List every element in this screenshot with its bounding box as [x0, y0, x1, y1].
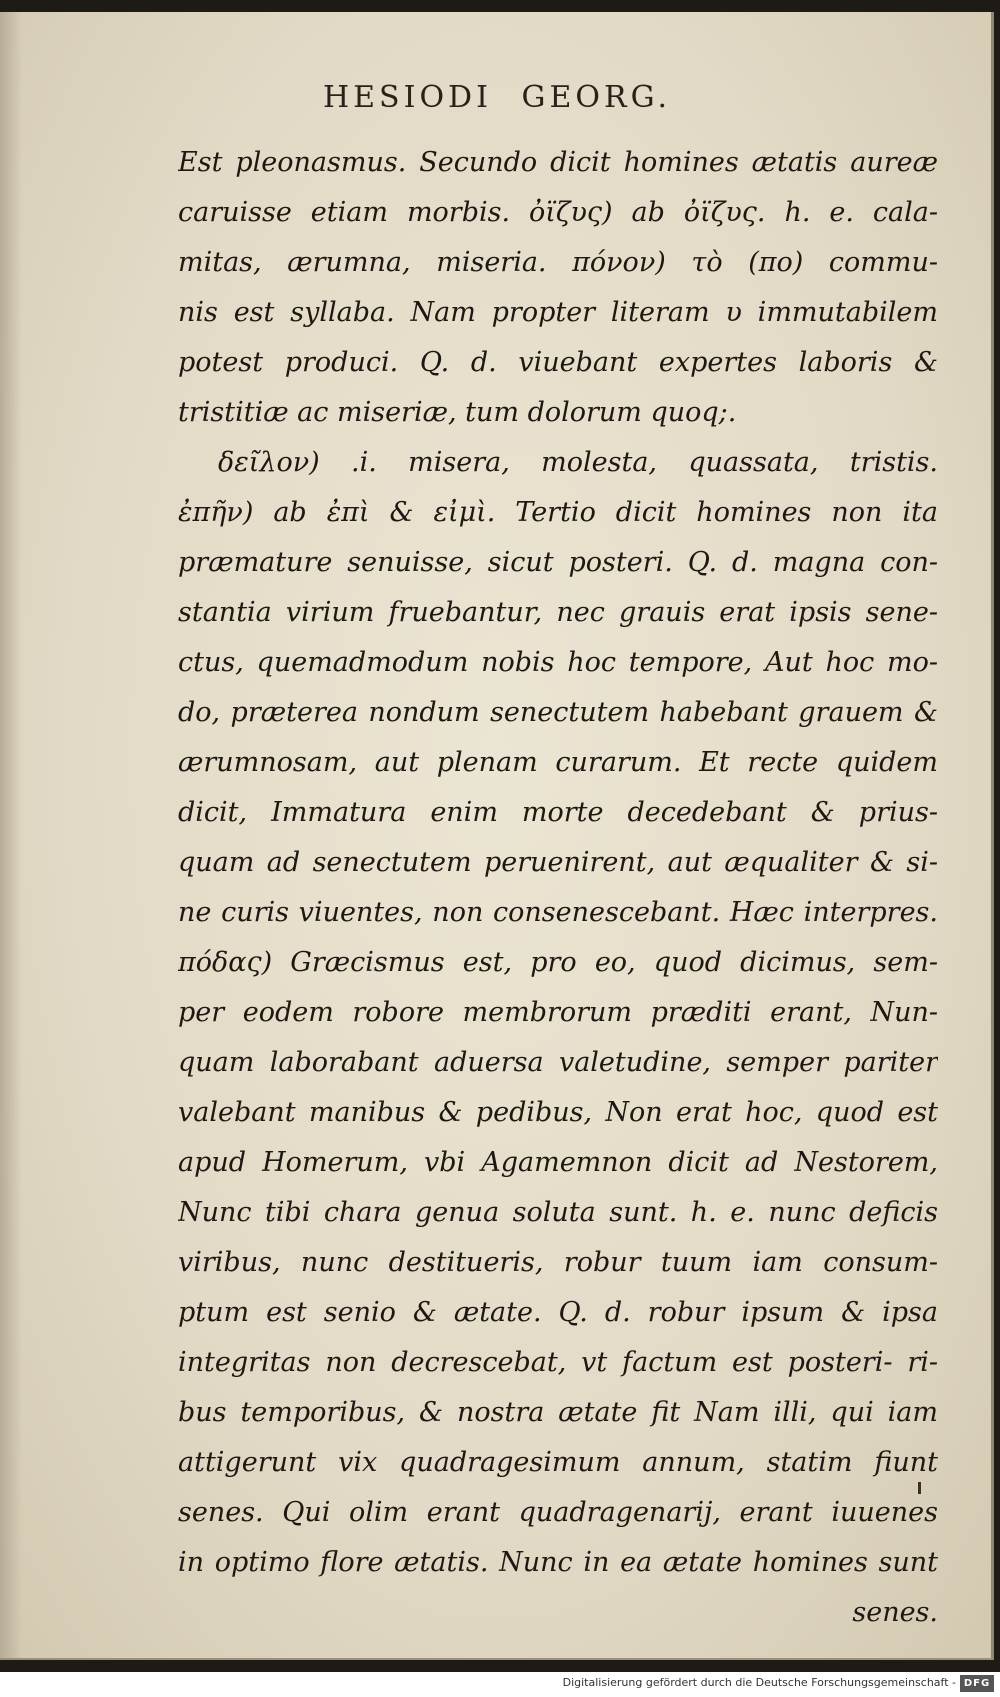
running-head-word-2: GEORG. — [521, 80, 671, 115]
text-line: do, præterea nondum senectutem habebant grauem & — [178, 697, 938, 728]
text-line: senes. Qui olim erant quadragenarij, erant iuuenes — [178, 1497, 938, 1528]
text-line: tristitiæ ac miseriæ, tum dolorum quoq;. — [178, 397, 737, 428]
text-line: δεῖλον) .i. misera, molesta, quassata, tristis. — [218, 447, 938, 478]
text-line: ærumnosam, aut plenam curarum. Et recte quidem — [178, 747, 938, 778]
body-text — [178, 138, 938, 1638]
text-line: per eodem robore membrorum præditi erant, Nun- — [178, 997, 938, 1028]
running-head — [0, 80, 994, 115]
text-line: dicit, Immatura enim morte decedebant & prius- — [178, 797, 938, 828]
text-line: præmature senuisse, sicut posteri. Q. d. magna con- — [178, 547, 938, 578]
text-line: bus temporibus, & nostra ætate fit Nam illi, qui iam — [178, 1397, 938, 1428]
text-line: quam ad senectutem peruenirent, aut æqualiter & si- — [178, 847, 938, 878]
text-line: Est pleonasmus. Secundo dicit homines ætatis aureæ — [178, 147, 938, 178]
text-line: mitas, ærumna, miseria. πόνον) τὸ (πο) commu- — [178, 247, 938, 278]
footer-bar — [0, 1672, 1000, 1697]
running-head-word-1: HESIODI — [323, 80, 492, 115]
text-line: quam laborabant aduersa valetudine, semper pariter — [178, 1047, 938, 1078]
text-line: πόδας) Græcismus est, pro eo, quod dicimus, sem- — [178, 947, 938, 978]
text-line: viribus, nunc destitueris, robur tuum iam consum- — [178, 1247, 938, 1278]
text-line: attigerunt vix quadragesimum annum, statim fiunt — [178, 1447, 938, 1478]
text-line: in optimo flore ætatis. Nunc in ea ætate homines sunt — [178, 1547, 938, 1578]
text-line: ptum est senio & ætate. Q. d. robur ipsum & ipsa — [178, 1297, 938, 1328]
text-line: apud Homerum, vbi Agamemnon dicit ad Nestorem, — [178, 1147, 938, 1178]
text-line: valebant manibus & pedibus, Non erat hoc, quod est — [178, 1097, 938, 1128]
page-gutter-shadow — [0, 12, 22, 1658]
dfg-logo: DFG — [960, 1675, 994, 1692]
text-line: nis est syllaba. Nam propter literam υ immutabilem — [178, 297, 938, 328]
text-line: stantia virium fruebantur, nec grauis erat ipsis sene- — [178, 597, 938, 628]
text-line: ctus, quemadmodum nobis hoc tempore, Aut hoc mo- — [178, 647, 938, 678]
book-page — [0, 12, 994, 1660]
text-line: ἐπῆν) ab ἐπὶ & εἰμὶ. Tertio dicit homines non ita — [178, 497, 938, 528]
text-line: ne curis viuentes, non consenescebant. Hæc interpres. — [178, 897, 938, 928]
text-line: integritas non decrescebat, vt factum est posteri- ri- — [178, 1347, 938, 1378]
text-line: senes. — [852, 1597, 938, 1628]
funding-credit: Digitalisierung gefördert durch die Deutsche Forschungsgemeinschaft - — [562, 1676, 956, 1689]
ink-mark — [918, 1482, 921, 1494]
text-line: potest produci. Q. d. viuebant expertes laboris & — [178, 347, 938, 378]
text-line: caruisse etiam morbis. ὀϊζυς) ab ὀϊζυς. h. e. cala- — [178, 197, 938, 228]
text-line: Nunc tibi chara genua soluta sunt. h. e. nunc deficis — [178, 1197, 938, 1228]
